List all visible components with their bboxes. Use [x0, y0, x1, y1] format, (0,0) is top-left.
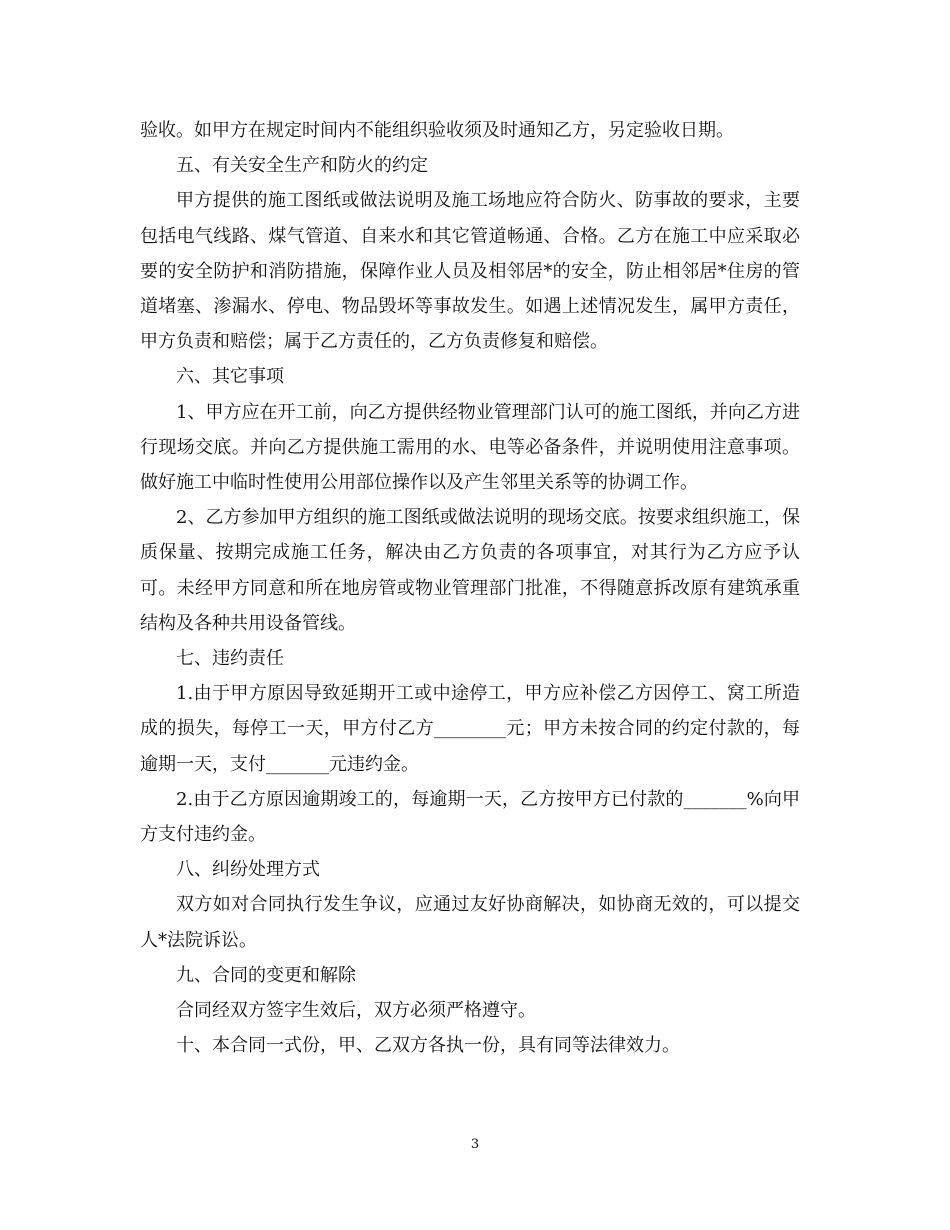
paragraph-breach-item-2: 2.由于乙方原因逾期竣工的，每逾期一天，乙方按甲方已付款的_______%向甲方支付违约金。: [140, 788, 800, 846]
heading-section-8: 八、纠纷处理方式: [176, 859, 320, 881]
paragraph-other-item-2: 2、乙方参加甲方组织的施工图纸或做法说明的现场交底。按要求组织施工，保质保量、按期完成施工任务，解决由乙方负责的各项事宜，对其行为乙方应予认可。未经甲方同意和所在地房管或物业管理部门批准，不得随意拆改原有建筑承重结构及各种共用设备管线。: [140, 507, 800, 634]
heading-section-9: 九、合同的变更和解除: [176, 964, 356, 986]
paragraph-amendment: 合同经双方签字生效后，双方必须严格遵守。: [176, 1000, 536, 1022]
page-number: 3: [470, 1137, 480, 1152]
paragraph-breach-item-1: 1.由于甲方原因导致延期开工或中途停工，甲方应补偿乙方因停工、窝工所造成的损失，每停工一天，甲方付乙方________元；甲方未按合同的约定付款的，每逾期一天，支付_______元违约金。: [140, 683, 800, 775]
document-body: [140, 113, 800, 1063]
paragraph-acceptance-continued: 验收。如甲方在规定时间内不能组织验收须及时通知乙方，另定验收日期。: [140, 120, 734, 141]
heading-section-5: 五、有关安全生产和防火的约定: [176, 155, 428, 177]
paragraph-section-10: 十、本合同一式份，甲、乙双方各执一份，具有同等法律效力。: [176, 1035, 680, 1057]
paragraph-fire-safety: 甲方提供的施工图纸或做法说明及施工场地应符合防火、防事故的要求，主要包括电气线路、煤气管道、自来水和其它管道畅通、合格。乙方在施工中应采取必要的安全防护和消防措施，保障作业人员及相邻居*的安全，防止相邻居*住房的管道堵塞、渗漏水、停电、物品毁坏等事故发生。如遇上述情况发生，属甲方责任，甲方负责和赔偿；属于乙方责任的，乙方负责修复和赔偿。: [140, 190, 800, 353]
paragraph-dispute: 双方如对合同执行发生争议，应通过友好协商解决，如协商无效的，可以提交人*法院诉讼。: [140, 894, 800, 951]
paragraph-other-item-1: 1、甲方应在开工前，向乙方提供经物业管理部门认可的施工图纸，并向乙方进行现场交底。并向乙方提供施工需用的水、电等必备条件，并说明使用注意事项。做好施工中临时性使用公用部位操作以及产生邻里关系等的协调工作。: [140, 401, 800, 494]
heading-section-7: 七、违约责任: [176, 648, 284, 670]
heading-section-6: 六、其它事项: [176, 366, 284, 388]
